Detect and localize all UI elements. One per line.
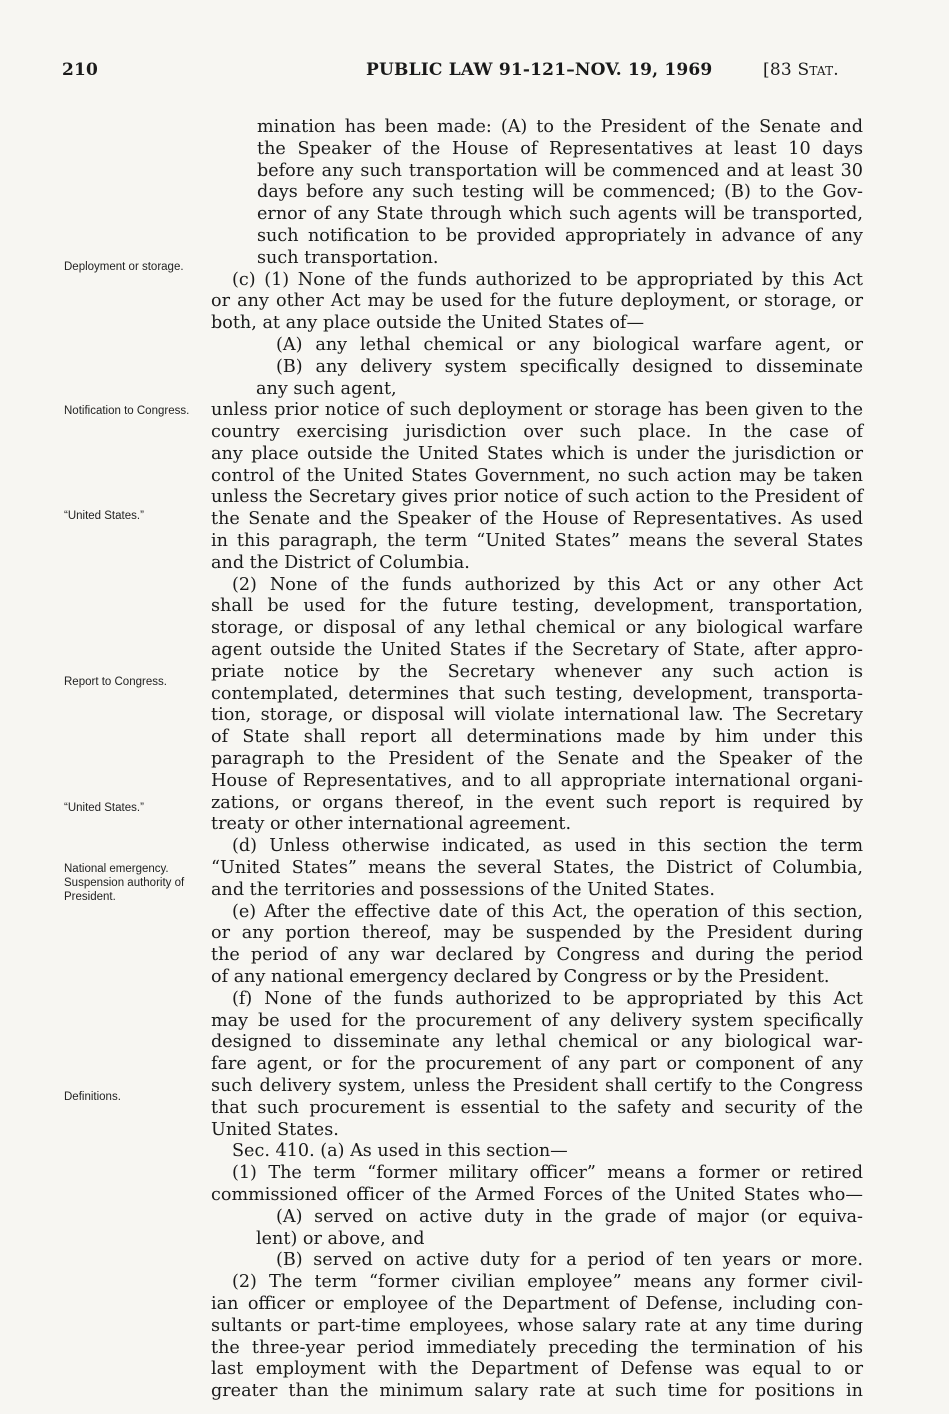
text-line: last employment with the Department of Defense was equal to or <box>211 1359 863 1379</box>
margin-note-notification: Notification to Congress. <box>64 405 190 417</box>
text-line: ernor of any State through which such agents will be transported, <box>257 204 863 224</box>
text-line: the Speaker of the House of Representatives at least 10 days <box>257 139 863 159</box>
text-line: (A) any lethal chemical or any biological warfare agent, or <box>276 335 863 355</box>
margin-note-national-emergency: National emergency. Suspension authority of President. <box>64 863 185 903</box>
text-line: of any national emergency declared by Congress or by the President. <box>211 967 830 987</box>
text-line: (2) The term “former civilian employee” means any former civil- <box>232 1272 863 1292</box>
text-line: (2) None of the funds authorized by this Act or any other Act <box>232 575 863 595</box>
text-line: (c) (1) None of the funds authorized to be appropriated by this Act <box>232 270 863 290</box>
text-line: (f) None of the funds authorized to be appropriated by this Act <box>232 989 863 1009</box>
margin-note-report: Report to Congress. <box>64 676 167 688</box>
text-line: such notification to be provided appropriately in advance of any <box>257 226 863 246</box>
text-line: storage, or disposal of any lethal chemical or any biological warfare <box>211 618 863 638</box>
margin-note-deployment: Deployment or storage. <box>64 261 184 273</box>
section-heading-line: Sec. 410. (a) As used in this section— <box>232 1141 568 1161</box>
text-line: contemplated, determines that such testing, development, transporta- <box>211 684 863 704</box>
text-line: greater than the minimum salary rate at such time for positions in <box>211 1381 863 1401</box>
text-line: designed to disseminate any lethal chemical or any biological war- <box>211 1032 863 1052</box>
text-line: treaty or other international agreement. <box>211 814 572 834</box>
text-line: lent) or above, and <box>256 1229 425 1249</box>
text-line: (d) Unless otherwise indicated, as used in this section the term <box>232 836 863 856</box>
text-line: fare agent, or for the procurement of any part or component of any <box>211 1054 863 1074</box>
text-line: zations, or organs thereof, in the event such report is required by <box>211 793 863 813</box>
text-line: (B) served on active duty for a period of ten years or more. <box>276 1250 863 1270</box>
text-line: unless prior notice of such deployment or storage has been given to the <box>211 400 863 420</box>
text-line: and the District of Columbia. <box>211 553 470 573</box>
text-line: ian officer or employee of the Department of Defense, including con- <box>211 1294 863 1314</box>
text-line: priate notice by the Secretary whenever any such action is <box>211 662 863 682</box>
text-line: the period of any war declared by Congress and during the period <box>211 945 863 965</box>
text-line: United States. <box>211 1120 339 1140</box>
margin-note-definitions: Definitions. <box>64 1091 121 1103</box>
text-line: and the territories and possessions of the United States. <box>211 880 715 900</box>
text-line: any such agent, <box>256 379 397 399</box>
text-line: the Senate and the Speaker of the House of Representatives. As used <box>211 509 863 529</box>
text-line: control of the United States Government, no such action may be taken <box>211 466 863 486</box>
text-line: tion, storage, or disposal will violate international law. The Secretary <box>211 705 863 725</box>
text-line: House of Representatives, and to all appropriate international organi- <box>211 771 863 791</box>
text-line: sultants or part-time employees, whose salary rate at any time during <box>211 1316 863 1336</box>
volume-reference-text: [83 Stat. <box>763 60 839 80</box>
page-title: PUBLIC LAW 91-121–NOV. 19, 1969 <box>366 60 713 80</box>
text-line: unless the Secretary gives prior notice of such action to the President of <box>211 487 863 507</box>
text-line: may be used for the procurement of any delivery system specifically <box>211 1011 863 1031</box>
text-line: paragraph to the President of the Senate and the Speaker of the <box>211 749 863 769</box>
margin-note-united-states-1: “United States.” <box>64 510 144 522</box>
margin-note-united-states-2: “United States.” <box>64 802 144 814</box>
text-line: before any such transportation will be commenced and at least 30 <box>257 161 863 181</box>
text-line: both, at any place outside the United States of— <box>211 313 645 333</box>
text-line: (1) The term “former military officer” means a former or retired <box>232 1163 863 1183</box>
text-line: or any other Act may be used for the future deployment, or storage, or <box>211 291 863 311</box>
text-line: that such procurement is essential to the safety and security of the <box>211 1098 863 1118</box>
text-line: or any portion thereof, may be suspended by the President during <box>211 923 863 943</box>
text-line: such delivery system, unless the President shall certify to the Congress <box>211 1076 863 1096</box>
text-line: (B) any delivery system specifically designed to disseminate <box>276 357 863 377</box>
text-line: shall be used for the future testing, development, transportation, <box>211 596 863 616</box>
text-line: (A) served on active duty in the grade of major (or equiva- <box>276 1207 863 1227</box>
text-line: of State shall report all determinations made by him under this <box>211 727 863 747</box>
text-line: (e) After the effective date of this Act, the operation of this section, <box>232 902 863 922</box>
text-line: any place outside the United States which is under the jurisdiction or <box>211 444 863 464</box>
text-line: days before any such testing will be commenced; (B) to the Gov- <box>257 182 863 202</box>
text-line: mination has been made: (A) to the President of the Senate and <box>257 117 863 137</box>
text-line: “United States” means the several States, the District of Columbia, <box>211 858 863 878</box>
text-line: the three-year period immediately preceding the termination of his <box>211 1338 863 1358</box>
text-line: such transportation. <box>257 248 439 268</box>
text-line: agent outside the United States if the Secretary of State, after appro- <box>211 640 863 660</box>
text-line: country exercising jurisdiction over such place. In the case of <box>211 422 863 442</box>
text-line: commissioned officer of the Armed Forces of the United States who— <box>211 1185 863 1205</box>
page-number: 210 <box>62 60 99 80</box>
text-line: in this paragraph, the term “United States” means the several States <box>211 531 863 551</box>
